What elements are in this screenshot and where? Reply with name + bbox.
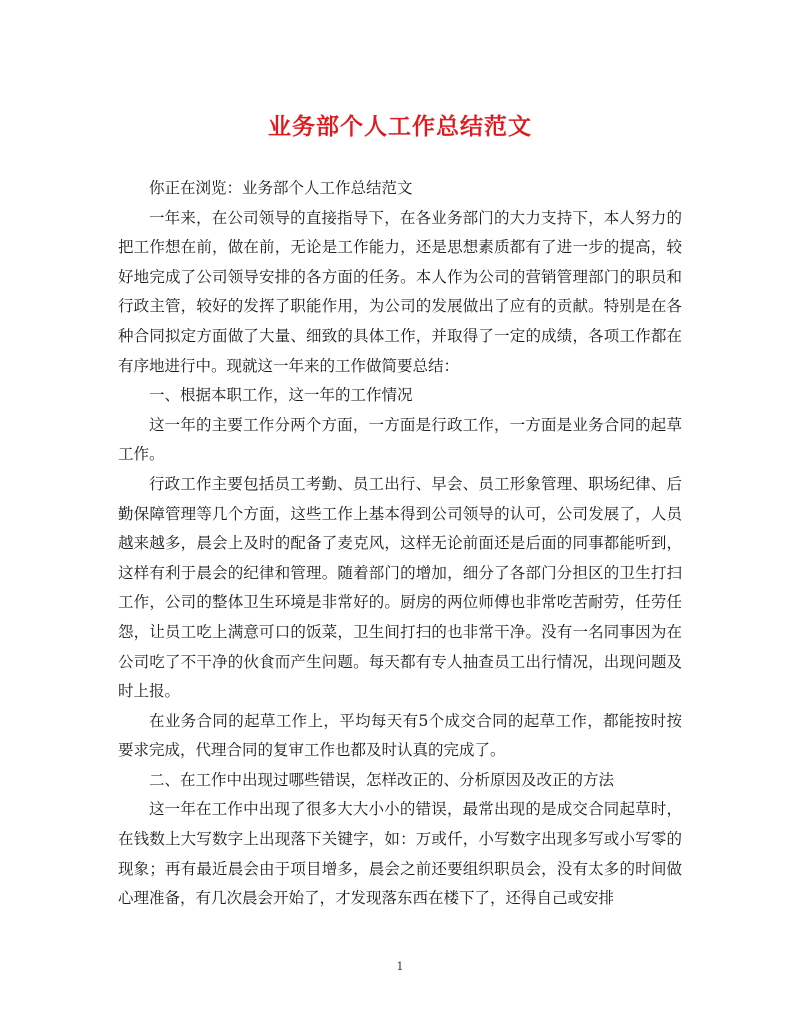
paragraph-contract-work: 在业务合同的起草工作上，平均每天有5个成交合同的起草工作，都能按时按要求完成，代理合同的复审工作也都及时认真的完成了。 (118, 711, 682, 760)
paragraph-intro: 一年来，在公司领导的直接指导下，在各业务部门的大力支持下，本人努力的把工作想在前，做在前，无论是工作能力，还是思想素质都有了进一步的提高，较好地完成了公司领导安排的各方面的任务。本人作为公司的营销管理部门的职员和行政主管，较好的发挥了职能作用，为公司的发展做出了应有的贡献。特别是在各种合同拟定方面做了大量、细致的具体工作，并取得了一定的成绩，各项工作都在有序地进行中。现就这一年来的工作做简要总结： (118, 208, 682, 375)
paragraph-browsing-notice: 你正在浏览：业务部个人工作总结范文 (149, 179, 413, 197)
page-number: 1 (396, 960, 404, 973)
section-heading-2: 二、在工作中出现过哪些错误，怎样改正的、分析原因及改正的方法 (149, 770, 615, 789)
section-heading-1: 一、根据本职工作，这一年的工作情况 (149, 386, 413, 405)
page-title: 业务部个人工作总结范文 (268, 113, 532, 140)
paragraph-main-work: 这一年的主要工作分两个方面，一方面是行政工作，一方面是业务合同的起草工作。 (118, 415, 682, 464)
document-body (118, 174, 682, 914)
paragraph-admin-work: 行政工作主要包括员工考勤、员工出行、早会、员工形象管理、职场纪律、后勤保障管理等几个方面，这些工作上基本得到公司领导的认可，公司发展了，人员越来越多，晨会上及时的配备了麦克风，这样无论前面还是后面的同事都能听到，这样有利于晨会的纪律和管理。随着部门的增加，细分了各部门分担区的卫生打扫工作，公司的整体卫生环境是非常好的。厨房的两位师傅也非常吃苦耐劳，任劳任怨，让员工吃上满意可口的饭菜，卫生间打扫的也非常干净。没有一名同事因为在公司吃了不干净的伙食而产生问题。每天都有专人抽查员工出行情况，出现问题及时上报。 (118, 474, 682, 701)
paragraph-errors: 这一年在工作中出现了很多大大小小的错误，最常出现的是成交合同起草时，在钱数上大写数字上出现落下关键字，如：万或仟，小写数字出现多写或小写零的现象；再有最近晨会由于项目增多，晨会之前还要组织职员会，没有太多的时间做心理准备，有几次晨会开始了，才发现落东西在楼下了，还得自己或安排 (118, 800, 682, 908)
